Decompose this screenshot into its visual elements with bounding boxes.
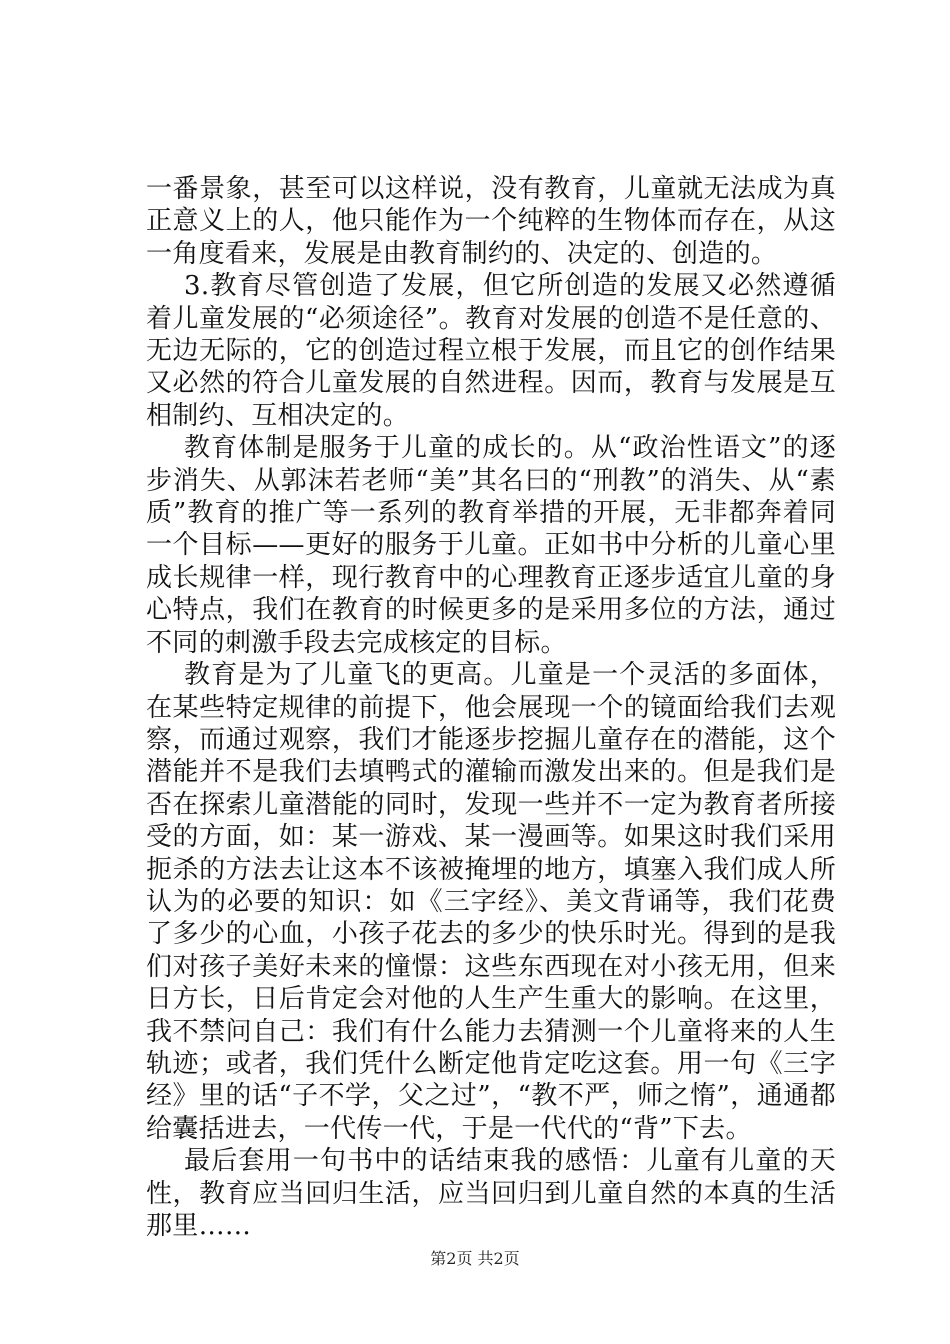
- paragraph-5: 最后套用一句书中的话结束我的感悟：儿童有儿童的天性，教育应当回归生活，应当回归到儿童自然的本真的生活那里……: [146, 1146, 836, 1241]
- paragraph-3: 教育体制是服务于儿童的成长的。从“政治性语文”的逐步消失、从郭沫若老师“美”其名曰的“刑教”的消失、从“素质”教育的推广等一系列的教育举措的开展，无非都奔着同一个目标——更好的服务于儿童。正如书中分析的儿童心里成长规律一样，现行教育中的心理教育正逐步适宜儿童的身心特点，我们在教育的时候更多的是采用多位的方法，通过不同的刺激手段去完成核定的目标。: [146, 433, 836, 658]
- paragraph-2: 3.教育尽管创造了发展，但它所创造的发展又必然遵循着儿童发展的“必须途径”。教育对发展的创造不是任意的、无边无际的，它的创造过程立根于发展，而且它的创作结果又必然的符合儿童发展的自然进程。因而，教育与发展是互相制约、互相决定的。: [146, 271, 836, 431]
- paragraph-4: 教育是为了儿童飞的更高。儿童是一个灵活的多面体，在某些特定规律的前提下，他会展现一个的镜面给我们去观察，而通过观察，我们才能逐步挖掘儿童存在的潜能，这个潜能并不是我们去填鸭式的灌输而激发出来的。但是我们是否在探索儿童潜能的同时，发现一些并不一定为教育者所接受的方面，如：某一游戏、某一漫画等。如果这时我们采用扼杀的方法去让这本不该被掩埋的地方，填塞入我们成人所认为的必要的知识：如《三字经》、美文背诵等，我们花费了多少的心血，小孩子花去的多少的快乐时光。得到的是我们对孩子美好未来的憧憬：这些东西现在对小孩无用，但来日方长，日后肯定会对他的人生产生重大的影响。在这里，我不禁问自己：我们有什么能力去猜测一个儿童将来的人生轨迹；或者，我们凭什么断定他肯定吃这套。用一句《三字经》里的话“子不学，父之过”，“教不严，师之惰”，通通都给囊括进去，一代传一代，于是一代代的“背”下去。: [146, 660, 836, 1144]
- body-text: [146, 173, 836, 1242]
- paragraph-1: 一番景象，甚至可以这样说，没有教育，儿童就无法成为真正意义上的人，他只能作为一个纯粹的生物体而存在，从这一角度看来，发展是由教育制约的、决定的、创造的。: [146, 174, 836, 269]
- page-footer: 第2页 共2页: [430, 1249, 520, 1268]
